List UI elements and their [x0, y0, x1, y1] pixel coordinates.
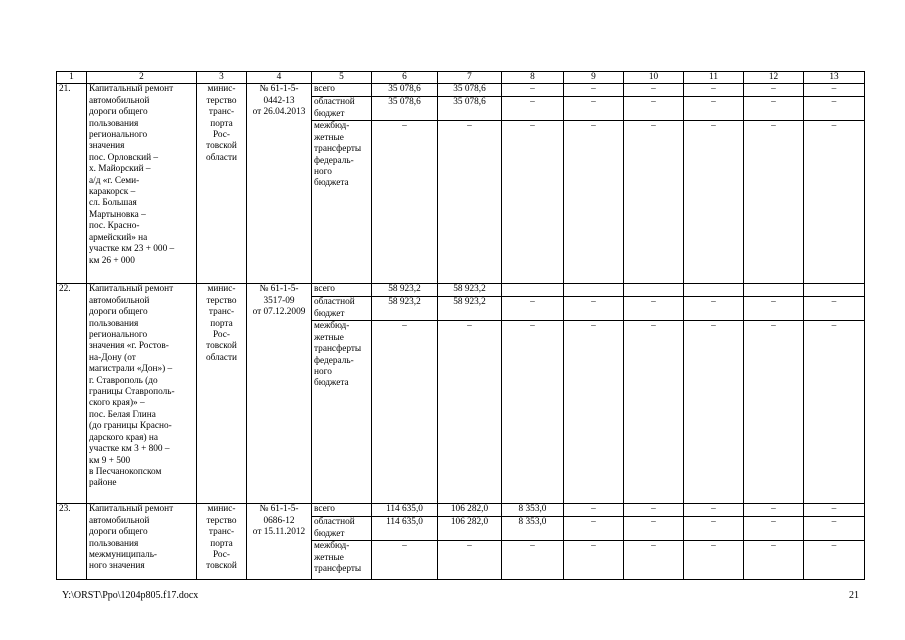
value: –: [744, 504, 803, 517]
value-cell: [502, 84, 564, 284]
value: 58 923,2: [372, 284, 437, 297]
value: –: [624, 84, 683, 97]
value: –: [402, 541, 407, 552]
header-cell: 4: [247, 72, 312, 84]
header-cell: 1: [57, 72, 87, 84]
value-cell: [624, 284, 684, 504]
funding-source-label: всего: [312, 84, 371, 97]
value: –: [564, 504, 623, 517]
value: –: [771, 121, 776, 132]
value: –: [591, 321, 596, 332]
value-cell: [744, 504, 804, 580]
table-row: [57, 284, 865, 504]
value-cell: [744, 284, 804, 504]
ministry-cell: минис- терство транс- порта Рос- товской области: [197, 84, 247, 284]
value: [804, 284, 864, 297]
value-cell: [502, 504, 564, 580]
ministry-cell: минис- терство транс- порта Рос- товской: [197, 504, 247, 580]
value: 35 078,6: [372, 84, 437, 97]
value: –: [744, 84, 803, 97]
header-cell: 6: [372, 72, 438, 84]
value: –: [831, 541, 837, 552]
value-cell: [372, 84, 438, 284]
value: –: [624, 297, 683, 321]
table-row: [57, 504, 865, 580]
value: –: [771, 541, 776, 552]
value: –: [771, 321, 776, 332]
value: 8 353,0: [502, 504, 563, 517]
ministry-cell: минис- терство транс- порта Рос- товской области: [197, 284, 247, 504]
file-path: Y:\ORST\Ppo\1204p805.f17.docx: [62, 590, 199, 601]
value-cell: [624, 504, 684, 580]
header-cell: 12: [744, 72, 804, 84]
value: –: [502, 84, 563, 97]
value: –: [684, 297, 743, 321]
value-cell: [564, 84, 624, 284]
value: –: [467, 321, 472, 332]
value: –: [402, 321, 407, 332]
document-number-cell: № 61-1-5- 0442-13 от 26.04.2013: [247, 84, 312, 284]
value: –: [684, 504, 743, 517]
value: –: [684, 517, 743, 541]
header-cell: 8: [502, 72, 564, 84]
header-cell: 10: [624, 72, 684, 84]
value: 106 282,0: [438, 504, 501, 517]
value: –: [564, 84, 623, 97]
page-number: 21: [849, 590, 859, 601]
value: –: [744, 297, 803, 321]
value-cell: [804, 84, 865, 284]
value: –: [744, 97, 803, 121]
value: –: [804, 504, 864, 517]
value: –: [624, 97, 683, 121]
value: –: [564, 97, 623, 121]
value: –: [831, 121, 837, 132]
funding-source-label: межбюд- жетные трансферты: [314, 541, 362, 575]
value: [744, 284, 803, 297]
value: [502, 284, 563, 297]
value: –: [402, 121, 407, 132]
funding-source-label: областной бюджет: [312, 297, 371, 321]
row-number-cell: 21.: [57, 84, 87, 284]
value-cell: [804, 284, 865, 504]
value-cell: [744, 84, 804, 284]
object-name-cell: Капитальный ремонт автомобильной дороги общего пользования регионального значения пос. Орловский – х. Майорский – а/д «г. Семи- каракорск – сл. Большая Мартыновка – пос. Красно- армейский» на участке км 23 + 000 – км 26 + 000: [87, 84, 197, 284]
header-cell: 11: [684, 72, 744, 84]
value-cell: [438, 284, 502, 504]
value: 35 078,6: [438, 84, 501, 97]
value: –: [804, 297, 864, 321]
value: –: [624, 504, 683, 517]
value-cell: [564, 284, 624, 504]
header-cell: 5: [312, 72, 372, 84]
header-row: [57, 72, 865, 84]
value: 58 923,2: [372, 297, 437, 321]
source-cell: [312, 84, 372, 284]
value-cell: [564, 504, 624, 580]
value: –: [591, 121, 596, 132]
value: –: [530, 121, 535, 132]
value-cell: [438, 504, 502, 580]
header-cell: 9: [564, 72, 624, 84]
value-cell: [684, 84, 744, 284]
value: 58 923,2: [438, 297, 501, 321]
value: –: [711, 541, 716, 552]
value: –: [564, 517, 623, 541]
table-row: [57, 84, 865, 284]
object-name-cell: Капитальный ремонт автомобильной дороги общего пользования регионального значения «г. Ростов- на-Дону (от магистрали «Дон») – г. Ставрополь (до границы Ставрополь- ского края)» – пос. Белая Глина (до границы Красно- дарского края) на участке км 3 + 800 – км 9 + 500 в Песчанокопском районе: [87, 284, 197, 504]
value: –: [804, 97, 864, 121]
row-number-cell: 23.: [57, 504, 87, 580]
funding-source-label: областной бюджет: [312, 97, 371, 121]
value-cell: [438, 84, 502, 284]
value-cell: [624, 84, 684, 284]
value: –: [467, 121, 472, 132]
object-name-cell: Капитальный ремонт автомобильной дороги общего пользования межмуниципаль- ного значения: [87, 504, 197, 580]
value-cell: [372, 504, 438, 580]
value: 114 635,0: [372, 517, 437, 541]
header-cell: 2: [87, 72, 197, 84]
value: –: [651, 121, 656, 132]
value: –: [467, 541, 472, 552]
value-cell: [372, 284, 438, 504]
document-number-cell: № 61-1-5- 3517-09 от 07.12.2009: [247, 284, 312, 504]
value: –: [530, 541, 535, 552]
row-number-cell: 22.: [57, 284, 87, 504]
header-cell: 7: [438, 72, 502, 84]
value: –: [502, 97, 563, 121]
header-cell: 13: [804, 72, 865, 84]
value-cell: [684, 504, 744, 580]
value: –: [711, 321, 716, 332]
value: –: [651, 321, 656, 332]
value-cell: [502, 284, 564, 504]
funding-source-label: межбюд- жетные трансферты федераль- ного бюджета: [314, 321, 362, 389]
value: 35 078,6: [372, 97, 437, 121]
funding-source-label: межбюд- жетные трансферты федераль- ного бюджета: [314, 121, 362, 189]
value: 35 078,6: [438, 97, 501, 121]
funding-source-label: областной бюджет: [312, 517, 371, 541]
value: –: [684, 97, 743, 121]
value: –: [591, 541, 596, 552]
document-number-cell: № 61-1-5- 0686-12 от 15.11.2012: [247, 504, 312, 580]
value: –: [684, 84, 743, 97]
value: –: [651, 541, 656, 552]
value: –: [502, 297, 563, 321]
value: 114 635,0: [372, 504, 437, 517]
value: 8 353,0: [502, 517, 563, 541]
value: [624, 284, 683, 297]
value: –: [624, 517, 683, 541]
funding-source-label: всего: [312, 504, 371, 517]
header-cell: 3: [197, 72, 247, 84]
value: –: [530, 321, 535, 332]
value: –: [804, 517, 864, 541]
value-cell: [804, 504, 865, 580]
value-cell: [684, 284, 744, 504]
value: –: [744, 517, 803, 541]
source-cell: [312, 284, 372, 504]
value: [684, 284, 743, 297]
value: [564, 284, 623, 297]
funding-source-label: всего: [312, 284, 371, 297]
value: 106 282,0: [438, 517, 501, 541]
value: –: [564, 297, 623, 321]
value: –: [804, 84, 864, 97]
value: –: [711, 121, 716, 132]
value: –: [831, 321, 837, 332]
budget-table: [56, 71, 865, 580]
value: 58 923,2: [438, 284, 501, 297]
source-cell: [312, 504, 372, 580]
